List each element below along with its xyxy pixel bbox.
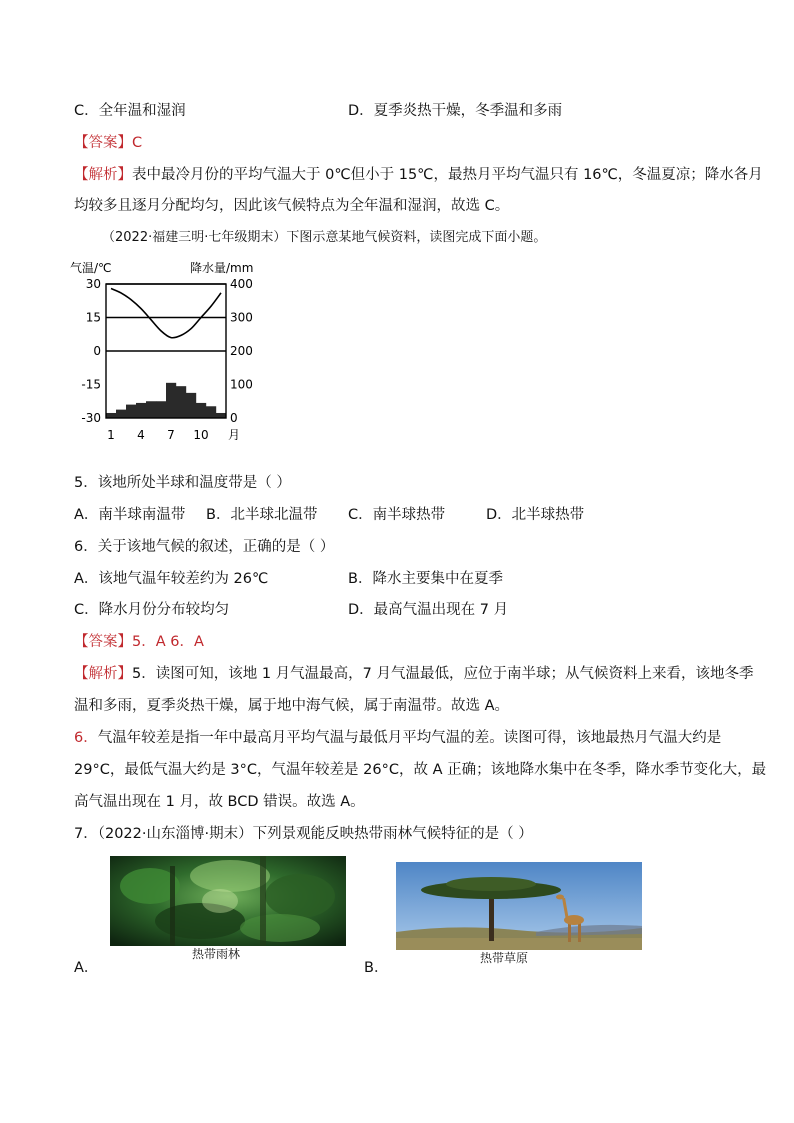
explanation-2-line4: 29°C，最低气温大约是 3°C，气温年较差是 26°C，故 A 正确；该地降水集中在冬季，降水季节变化大，最 [74, 762, 767, 778]
answer-value: C [132, 135, 143, 151]
q5-option-c: C．南半球热带 [348, 507, 446, 523]
precipitation-bar [146, 401, 156, 418]
q6-stem: 6．关于该地气候的叙述，正确的是（ ） [74, 539, 335, 555]
explanation-text: 气温年较差是指一年中最高月平均气温与最低月平均气温的差。读图可得，该地最热月气温大约是 [97, 730, 722, 746]
explanation-1-line2: 均较多且逐月分配均匀，因此该气候特点为全年温和湿润，故选 C。 [74, 198, 510, 214]
precipitation-bar [156, 401, 166, 418]
rainforest-caption: 热带雨林 [192, 947, 241, 961]
precipitation-bar [106, 413, 116, 418]
explanation-1-line1 [74, 165, 763, 185]
prev-option-c: C．全年温和湿润 [74, 103, 186, 119]
explanation-tag: 【解析】 [74, 666, 132, 682]
explanation-text: 表中最冷月份的平均气温大于 0℃但小于 15℃，最热月平均气温只有 16℃，冬温夏凉；降水各月 [132, 167, 763, 183]
q5-option-d: D．北半球热带 [486, 507, 585, 523]
precipitation-bar [196, 403, 206, 418]
q7-option-b-label: B． [364, 960, 389, 976]
group-intro: （2022·福建三明·七年级期末）下图示意某地气候资料，读图完成下面小题。 [102, 230, 547, 245]
answer-tag: 【答案】 [74, 634, 132, 650]
prev-option-d: D．夏季炎热干燥，冬季温和多雨 [348, 103, 563, 119]
temperature-tick-label: -30 [81, 411, 101, 425]
q6-option-d: D．最高气温出现在 7 月 [348, 602, 509, 618]
precipitation-bar [206, 406, 216, 418]
temperature-tick-label: 30 [85, 277, 101, 291]
precipitation-bar [136, 403, 146, 418]
q6-option-b: B．降水主要集中在夏季 [348, 571, 503, 587]
precipitation-bar [176, 386, 186, 418]
answer-2 [74, 632, 204, 652]
answer-1 [74, 133, 142, 153]
precipitation-tick-label: 100 [230, 377, 253, 392]
month-tick-label: 10 [193, 428, 209, 442]
explanation-2-line1 [74, 664, 754, 684]
explanation-2-line3 [74, 728, 721, 748]
precipitation-tick-label: 300 [230, 310, 253, 325]
temperature-ticks [81, 277, 101, 425]
q5-option-b: B．北半球北温带 [206, 507, 318, 523]
month-tick-label: 7 [167, 428, 175, 442]
temperature-curve [111, 289, 221, 338]
q7-option-a-label: A． [74, 960, 99, 976]
precipitation-bar [186, 393, 196, 418]
answer-value: 5．A 6．A [132, 634, 204, 650]
temperature-axis-label: 气温/℃ [70, 261, 112, 275]
q6-option-c: C．降水月份分布较均匀 [74, 602, 230, 618]
q6-option-a: A．该地气温年较差约为 26℃ [74, 571, 269, 587]
explanation-text: 5．读图可知，该地 1 月气温最高，7 月气温最低，应位于南半球；从气候资料上来看，该地冬季 [132, 666, 754, 682]
explanation-number: 6． [74, 730, 98, 746]
rainforest-photo [110, 856, 346, 946]
explanation-tag: 【解析】 [74, 167, 132, 183]
temperature-tick-label: 15 [85, 310, 101, 325]
month-tick-label: 1 [107, 428, 115, 442]
precipitation-ticks [230, 277, 253, 425]
temperature-tick-label: -15 [81, 377, 101, 392]
precipitation-tick-label: 200 [230, 344, 253, 358]
savanna-photo [396, 862, 642, 950]
q5-stem: 5．该地所处半球和温度带是（ ） [74, 475, 291, 491]
explanation-2-line2: 温和多雨，夏季炎热干燥，属于地中海气候，属于南温带。故选 A。 [74, 698, 510, 714]
month-tick-label: 4 [137, 428, 145, 442]
precipitation-bar [126, 405, 136, 418]
precipitation-bar [216, 413, 226, 418]
q5-option-a: A．南半球南温带 [74, 507, 186, 523]
precipitation-bars [106, 383, 226, 418]
q7-stem: 7．（2022·山东淄博·期末）下列景观能反映热带雨林气候特征的是（ ） [74, 826, 533, 842]
month-ticks [107, 428, 240, 442]
precipitation-axis-label: 降水量/mm [190, 261, 254, 275]
temperature-tick-label: 0 [93, 344, 101, 358]
month-tick-label: 月 [228, 428, 241, 442]
climate-chart [70, 258, 270, 450]
savanna-caption: 热带草原 [480, 951, 529, 965]
precipitation-bar [116, 410, 126, 418]
precipitation-bar [166, 383, 176, 418]
answer-tag: 【答案】 [74, 135, 132, 151]
explanation-2-line5: 高气温出现在 1 月，故 BCD 错误。故选 A。 [74, 794, 365, 810]
precipitation-tick-label: 400 [230, 277, 253, 291]
precipitation-tick-label: 0 [230, 411, 238, 425]
